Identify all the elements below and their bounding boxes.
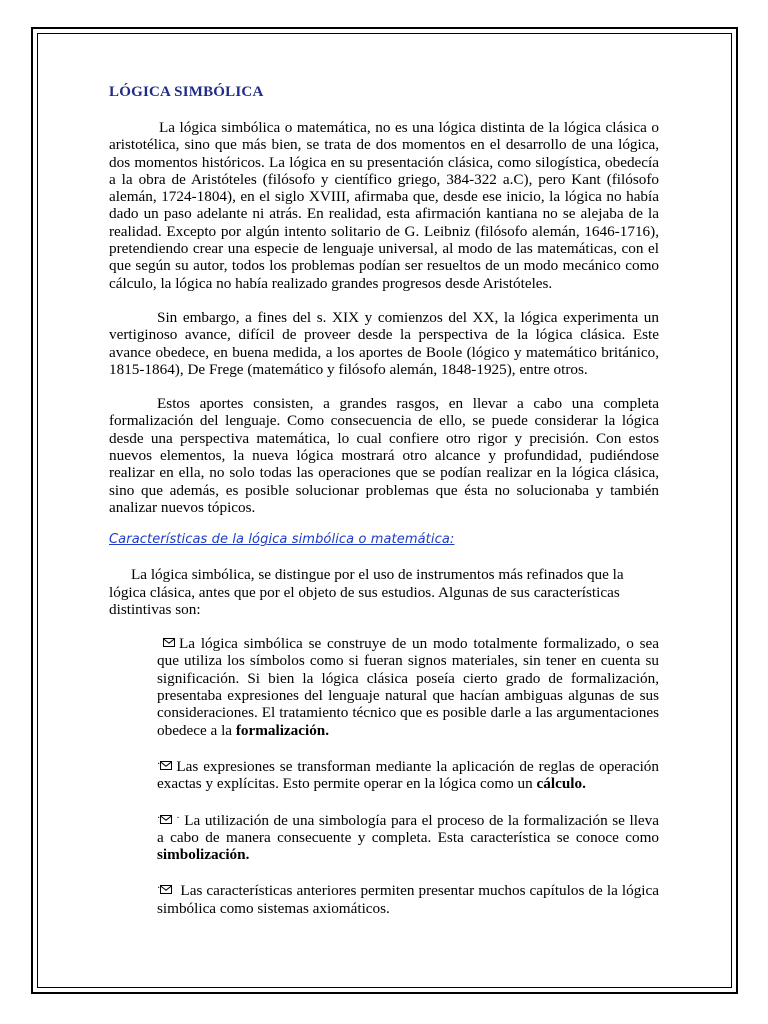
paragraph-2: Sin embargo, a fines del s. XIX y comienzos del XX, la lógica experimenta un vertiginoso avance, difícil de proveer desde la perspectiva de la lógica clásica. Este avance obedece, en buena medida, a los aportes de Boole (lógico y matemático británico, 1815-1864), De Frege (matemático y filósofo alemán, 1848-1925), entre otros.	[109, 308, 659, 378]
envelope-icon	[160, 885, 172, 894]
list-item: · Las características anteriores permiten presentar muchos capítulos de la lógica simbólica como sistemas axiomáticos.	[157, 882, 660, 917]
list-item	[157, 635, 659, 739]
list-item-text: Las expresiones se transforman mediante la aplicación de reglas de operación exactas y explícitas. Esto permite operar en la lógica como un	[157, 757, 659, 793]
list-item-text: Las características anteriores permiten presentar muchos capítulos de la lógica simbólica como sistemas axiomáticos.	[157, 882, 660, 917]
section-subtitle: Características de la lógica simbólica o matemática:	[109, 532, 455, 548]
envelope-icon	[160, 761, 172, 770]
list-item-keyword: cálculo.	[536, 775, 586, 793]
list-item: · · La utilización de una simbología para el proceso de la formalización se lleva a cabo de manera consecuente y completa. Esta característica se conoce como simbolización.	[157, 811, 659, 864]
list-item-keyword: simbolización.	[157, 846, 250, 864]
document-body	[109, 84, 659, 934]
envelope-icon	[163, 638, 175, 647]
paragraph-3: Estos aportes consisten, a grandes rasgos, en llevar a cabo una completa formalización del lenguaje. Como consecuencia de ello, se puede considerar la lógica desde una perspectiva matemática, lo cual confiere otro rigor y precisión. Con estos nuevos elementos, la nueva lógica mostrará otro alcance y profundidad, pudiéndose realizar en ella, no solo todas las operaciones que se podían realizar en la lógica clásica, sino que además, es posible solucionar problemas que ésta no solucionaba y también analizar nuevos tópicos.	[109, 395, 659, 516]
list-item-text: La lógica simbólica se construye de un modo totalmente formalizado, o sea que utiliza los símbolos como si fueran signos materiales, sin tener en cuenta su significación. Si bien la lógica clásica poseía cierto grado de formalización, presentaba expresiones del lenguaje natural que hacían ambiguas algunas de sus consideraciones. El tratamiento técnico que es posible darle a las argumentaciones obedece a la	[157, 635, 659, 739]
list-item-keyword: formalización.	[235, 721, 330, 739]
envelope-icon	[160, 815, 172, 824]
paragraph-1: La lógica simbólica o matemática, no es una lógica distinta de la lógica clásica o aristotélica, sino que más bien, se trata de dos momentos en el desarrollo de una lógica, dos momentos históricos. La lógica en su presentación clásica, como silogística, obedecía a la obra de Aristóteles (filósofo y científico griego, 384-322 a.C), pero Kant (filósofo alemán, 1724-1804), en el siglo XVIII, afirmaba que, desde ese inicio, la lógica no había dado un paso adelante ni atrás. En realidad, esta afirmación kantiana no se alejaba de la realidad. Excepto por algún intento solitario de G. Leibniz (filósofo alemán, 1646-1716), pretendiendo crear una especie de lenguaje universal, al modo de las matemáticas, con el que según su autor, todos los problemas podían ser resueltos de un modo mecánico como cálculo, la lógica no había realizado grandes progresos desde Aristóteles.	[109, 119, 659, 292]
characteristics-list	[157, 635, 659, 917]
list-item-text: La utilización de una simbología para el proceso de la formalización se lleva a cabo de manera consecuente y completa. Esta característica se conoce como	[157, 811, 659, 846]
page-title: LÓGICA SIMBÓLICA	[109, 84, 264, 100]
list-item: · Las expresiones se transforman mediante la aplicación de reglas de operación exactas y explícitas. Esto permite operar en la lógica como un cálculo.	[157, 757, 659, 793]
section-intro: La lógica simbólica, se distingue por el uso de instrumentos más refinados que la lógica clásica, antes que por el objeto de sus estudios. Algunas de sus características distintivas son:	[109, 566, 624, 618]
